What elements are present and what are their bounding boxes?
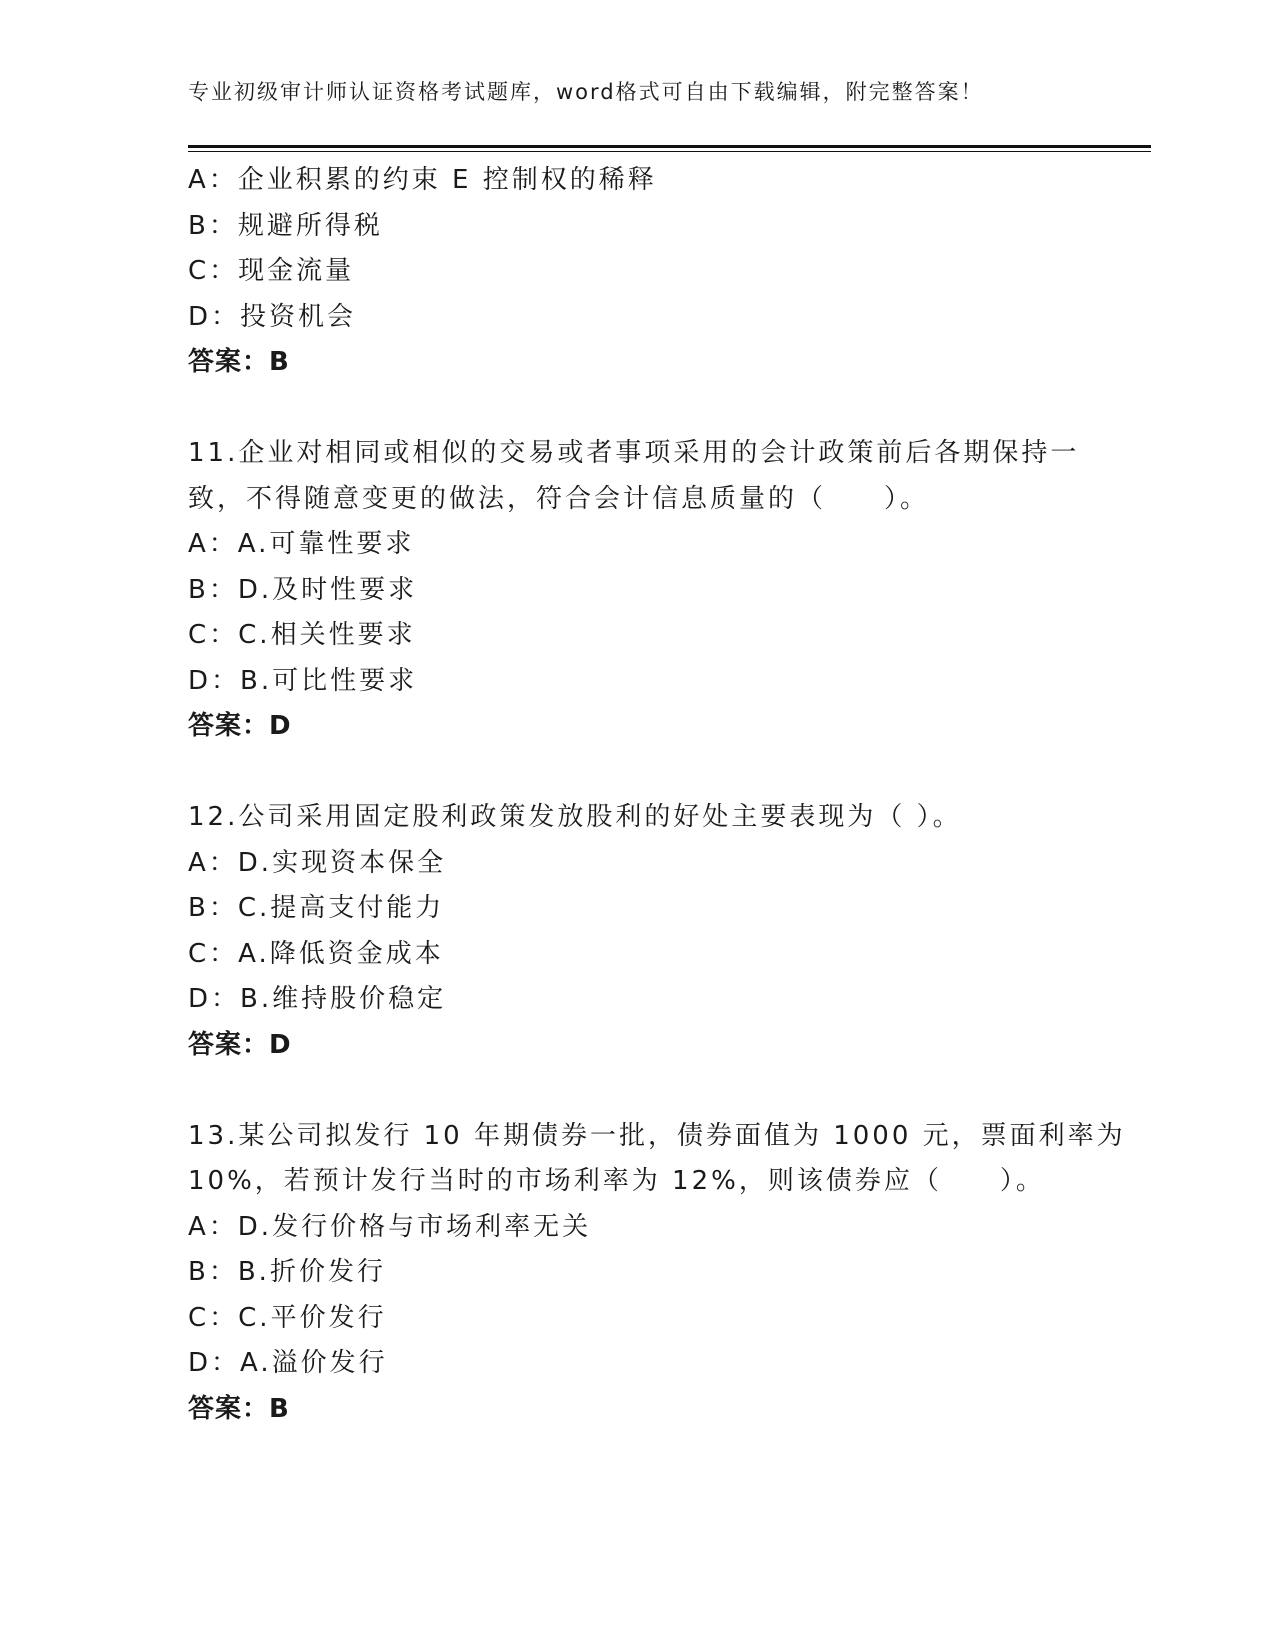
question-12 [188, 795, 1088, 1068]
option-d: D：投资机会 [188, 301, 357, 332]
option-b: B：C.提高支付能力 [188, 893, 445, 923]
question-11 [188, 431, 1088, 750]
question-block-continued [188, 158, 1088, 386]
option-c: C：现金流量 [188, 256, 355, 286]
question-stem: 11.企业对相同或相似的交易或者事项采用的会计政策前后各期保持一 [188, 438, 1080, 468]
option-c: C：A.降低资金成本 [188, 938, 444, 969]
question-stem: 12.公司采用固定股利政策发放股利的好处主要表现为（ ）。 [188, 802, 962, 832]
spacer [188, 386, 1088, 432]
answer-line: 答案：D [188, 711, 292, 741]
option-b: B：D.及时性要求 [188, 574, 418, 605]
option-d: D：B.可比性要求 [188, 665, 418, 696]
answer-line: 答案：B [188, 1393, 290, 1424]
option-a: A：D.实现资本保全 [188, 847, 447, 878]
question-stem: 13.某公司拟发行 10 年期债券一批，债券面值为 1000 元，票面利率为 [188, 1120, 1126, 1151]
option-d: D：A.溢价发行 [188, 1348, 388, 1378]
option-a: A：A.可靠性要求 [188, 529, 415, 559]
option-d: D：B.维持股价稳定 [188, 984, 447, 1014]
option-a: A：企业积累的约束 E 控制权的稀释 [188, 165, 657, 195]
answer-line: 答案：D [188, 1029, 292, 1060]
option-c: C：C.平价发行 [188, 1302, 387, 1333]
question-13 [188, 1114, 1126, 1433]
option-c: C：C.相关性要求 [188, 620, 416, 650]
spacer [188, 750, 1088, 796]
answer-line: 答案：B [188, 347, 290, 377]
spacer [188, 1068, 1088, 1114]
header-rule-thin [188, 151, 1151, 152]
question-stem: 10%，若预计发行当时的市场利率为 12%，则该债券应（ ）。 [188, 1166, 1045, 1196]
option-a: A：D.发行价格与市场利率无关 [188, 1211, 592, 1242]
option-b: B：规避所得税 [188, 210, 383, 241]
question-content [188, 158, 1126, 1432]
question-stem: 致，不得随意变更的做法，符合会计信息质量的（ ）。 [188, 483, 930, 514]
header-rule-thick [188, 145, 1151, 148]
option-b: B：B.折价发行 [188, 1257, 386, 1287]
page-header: 专业初级审计师认证资格考试题库，word格式可自由下载编辑，附完整答案！ [188, 80, 984, 104]
